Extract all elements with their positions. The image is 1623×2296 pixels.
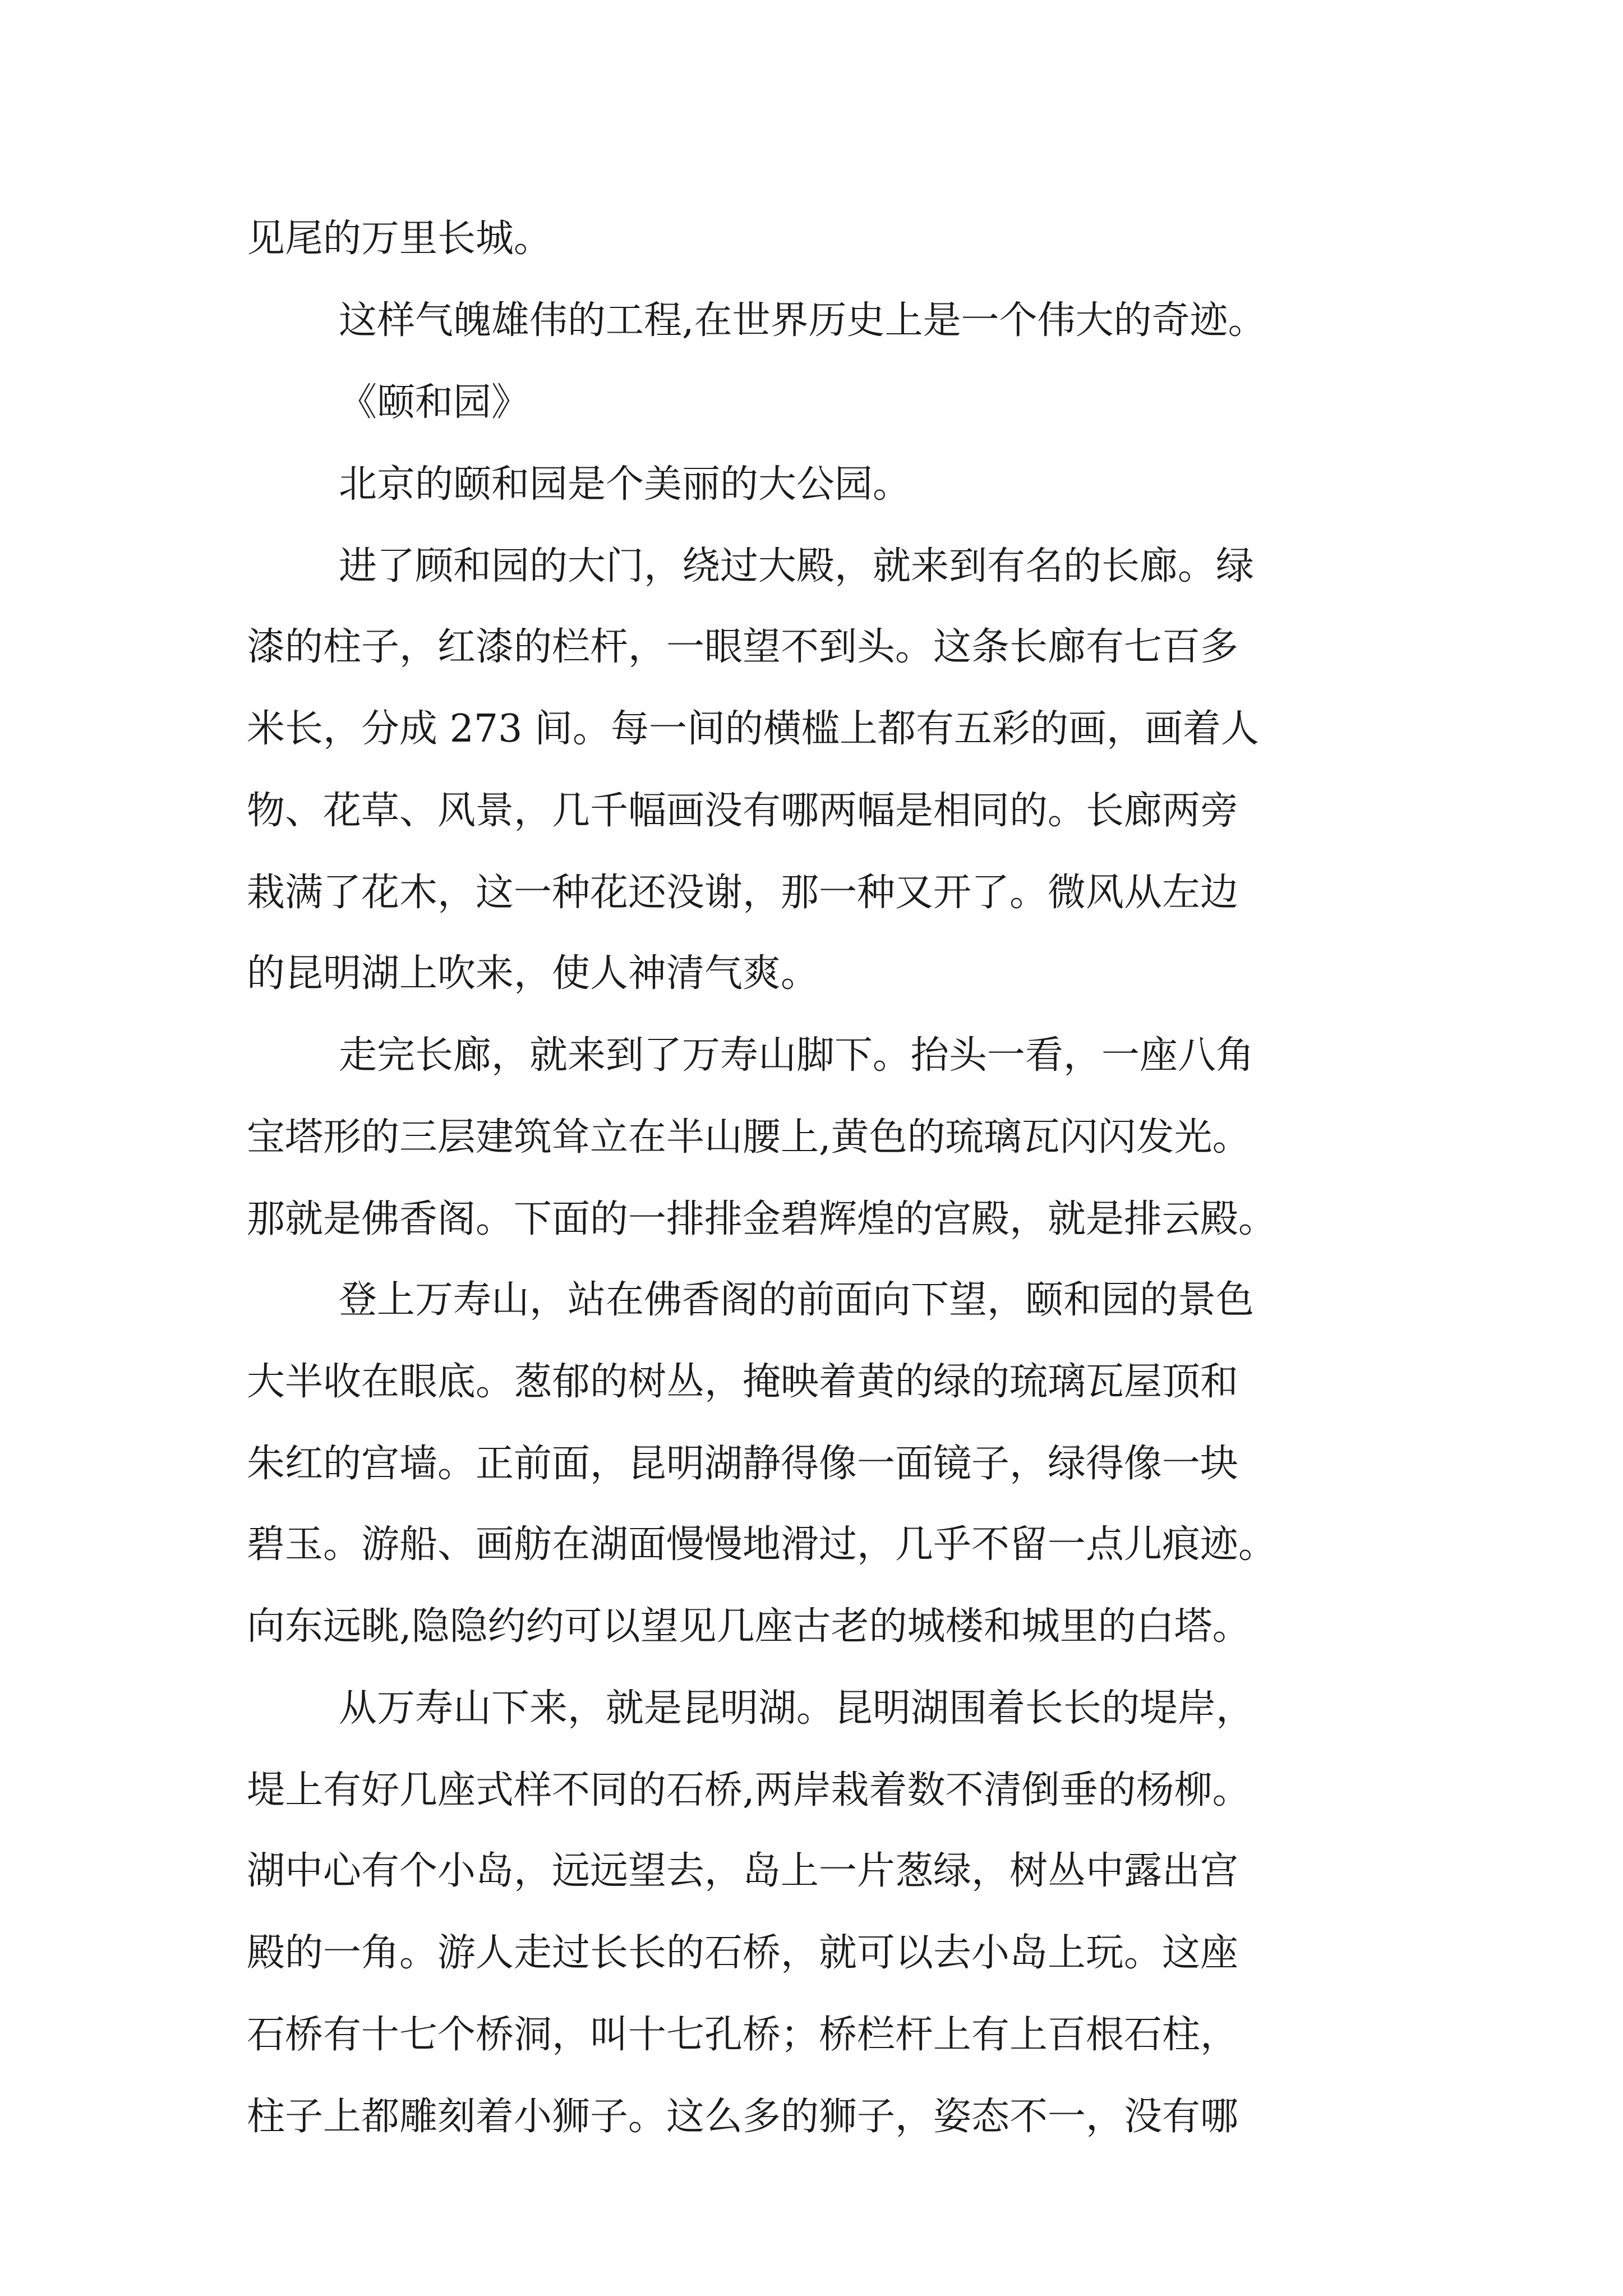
text-line-16: 朱红的宫墙。正前面，昆明湖静得像一面镜子，绿得像一块 [247,1442,1239,1486]
text-line-3: 《颐和园》 [339,380,530,425]
text-line-21: 湖中心有个小岛，远远望去，岛上一片葱绿，树丛中露出宫 [247,1849,1239,1893]
text-line-20: 堤上有好几座式样不同的石桥,两岸栽着数不清倒垂的杨柳。 [247,1768,1251,1812]
text-line-15: 大半收在眼底。葱郁的树丛，掩映着黄的绿的琉璃瓦屋顶和 [247,1360,1239,1404]
text-line-4: 北京的颐和园是个美丽的大公园。 [339,462,911,507]
text-line-12: 宝塔形的三层建筑耸立在半山腰上,黄色的琉璃瓦闪闪发光。 [247,1115,1251,1159]
text-line-10: 的昆明湖上吹来，使人神清气爽。 [247,951,819,996]
text-line-9: 栽满了花木，这一种花还没谢，那一种又开了。微风从左边 [247,871,1239,915]
text-line-13: 那就是佛香阁。下面的一排排金碧辉煌的宫殿，就是排云殿。 [247,1197,1277,1241]
text-line-5: 进了顾和园的大门，绕过大殿，就来到有名的长廊。绿 [339,544,1255,588]
text-line-24: 柱子上都雕刻着小狮子。这么多的狮子，姿态不一，没有哪 [247,2095,1239,2139]
text-line-11: 走完长廊，就来到了万寿山脚下。抬头一看，一座八角 [339,1033,1255,1078]
text-line-19: 从万寿山下来，就是昆明湖。昆明湖围着长长的堤岸， [339,1686,1255,1731]
text-line-22: 殿的一角。游人走过长长的石桥，就可以去小岛上玩。这座 [247,1931,1239,1975]
text-line-17: 碧玉。游船、画舫在湖面慢慢地滑过，几乎不留一点儿痕迹。 [247,1522,1277,1567]
text-line-14: 登上万寿山，站在佛香阁的前面向下望，颐和园的景色 [339,1278,1255,1322]
text-line-2: 这样气魄雄伟的工程,在世界历史上是一个伟大的奇迹。 [339,298,1266,343]
text-line-23: 石桥有十七个桥洞，叫十七孔桥；桥栏杆上有上百根石柱， [247,2013,1239,2057]
text-line-7: 米长，分成 273 间。每一间的横槛上都有五彩的画，画着人 [247,707,1260,751]
text-line-18: 向东远眺,隐隐约约可以望见几座古老的城楼和城里的白塔。 [247,1604,1251,1649]
text-line-1: 见尾的万里长城。 [247,217,552,261]
text-line-8: 物、花草、风景，几千幅画没有哪两幅是相同的。长廊两旁 [247,789,1239,833]
text-line-6: 漆的柱子，红漆的栏杆，一眼望不到头。这条长廊有七百多 [247,625,1239,669]
